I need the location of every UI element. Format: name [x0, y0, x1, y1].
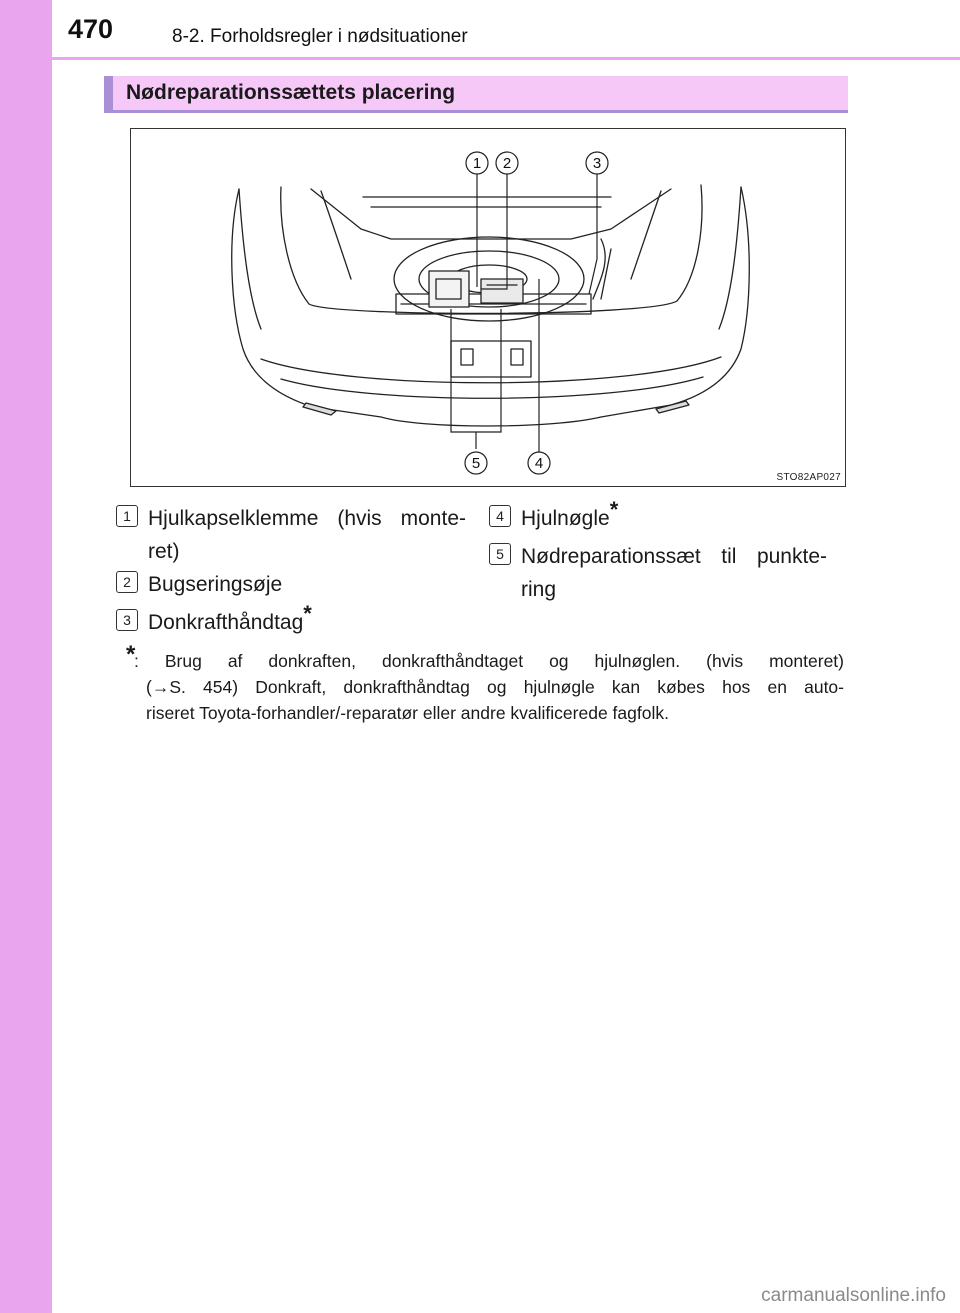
item-5-line2: ring — [521, 578, 557, 601]
callout-1: 1 — [472, 155, 482, 172]
section-accent — [104, 76, 113, 110]
item-2-label: Bugseringsøje — [148, 573, 283, 596]
item-number-1: 1 — [116, 505, 138, 527]
running-head: 8-2. Forholdsregler i nødsituationer — [172, 26, 468, 47]
item-number-4: 4 — [489, 505, 511, 527]
footnote-line2: (→S. 454) Donkraft, donkrafthåndtag og hjulnøgle kan købes hos en auto- — [146, 677, 844, 697]
watermark-text: carmanualsonline.info — [761, 1285, 946, 1306]
item-3-asterisk: * — [303, 601, 312, 626]
list-item — [148, 502, 466, 568]
callout-4: 4 — [534, 455, 544, 472]
page-number: 470 — [68, 14, 114, 44]
callout-2: 2 — [502, 155, 512, 172]
car-trunk-drawing — [131, 129, 847, 488]
callout-5: 5 — [471, 455, 481, 472]
callout-3: 3 — [592, 155, 602, 172]
item-1-line1: Hjulkapselklemme (hvis monte- — [148, 507, 466, 530]
item-1-line2: ret) — [148, 540, 180, 563]
list-item — [148, 601, 312, 639]
item-4-label: Hjulnøgle — [521, 507, 610, 530]
sidebar-tab — [0, 0, 52, 1313]
section-title: Nødreparationssættets placering — [126, 81, 456, 104]
item-5-line1: Nødreparationssæt til punkte- — [521, 545, 827, 568]
list-item — [148, 568, 282, 601]
item-4-asterisk: * — [609, 497, 619, 522]
footnote-body — [134, 648, 844, 726]
trunk-illustration — [130, 128, 846, 487]
header-rule — [52, 57, 960, 60]
figure-code: STO82AP027 — [776, 472, 841, 483]
list-item — [521, 497, 619, 535]
item-number-2: 2 — [116, 571, 138, 593]
footnote-marker: * — [126, 641, 136, 668]
footnote-line1: : Brug af donkraften, donkrafthåndtaget og hjulnøglen. (hvis monteret) — [134, 651, 844, 671]
list-item — [521, 540, 827, 606]
item-number-3: 3 — [116, 609, 138, 631]
item-3-label: Donkrafthåndtag — [148, 611, 304, 634]
footnote-line3: riseret Toyota-forhandler/-reparatør eller andre kvalificerede fagfolk. — [146, 703, 669, 723]
item-number-5: 5 — [489, 543, 511, 565]
section-heading-bar — [104, 76, 848, 113]
